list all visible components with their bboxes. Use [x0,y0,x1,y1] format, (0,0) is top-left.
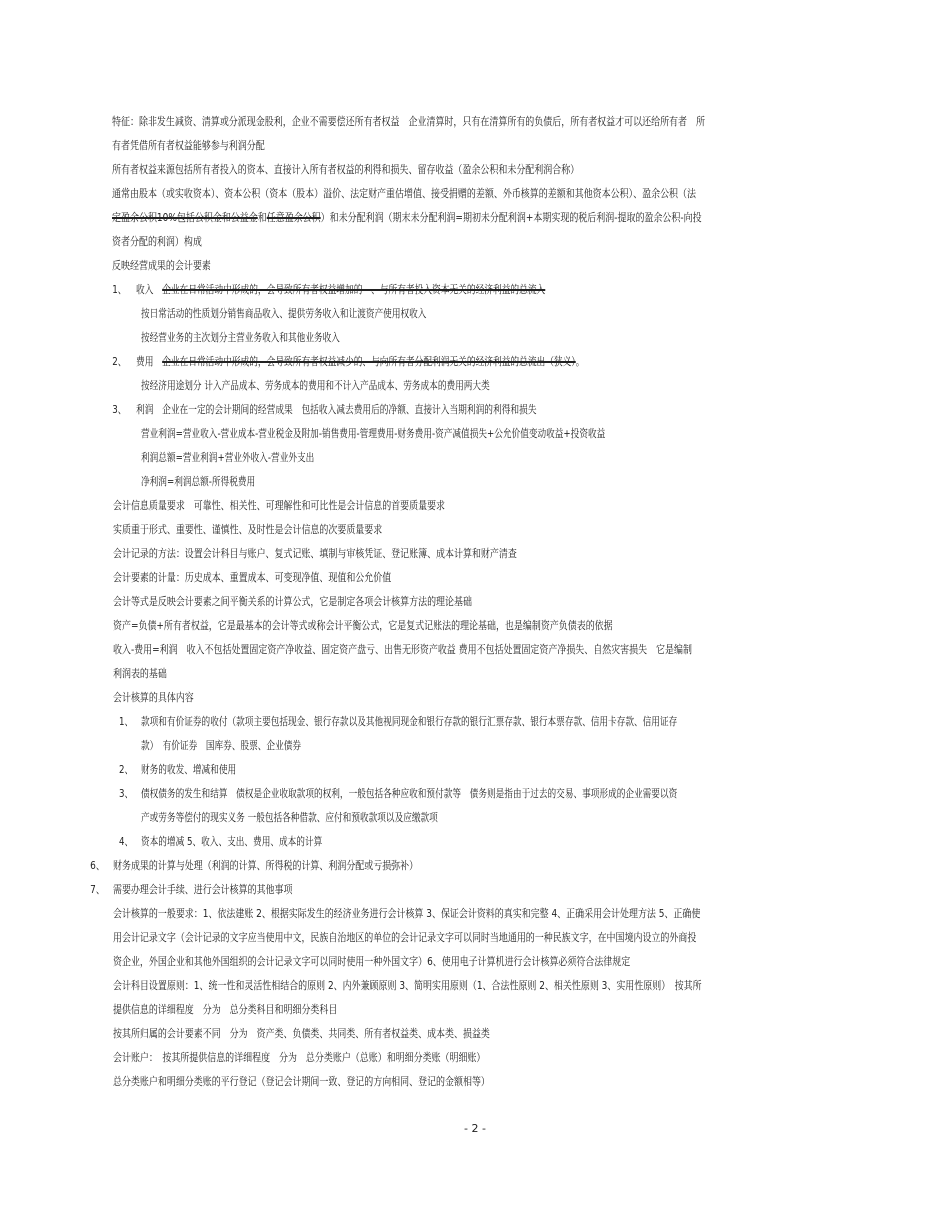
text-span: 资本的增减 5、收入、支出、费用、成本的计算 [141,835,323,848]
struck-text: 任意盈余公积 [266,211,321,224]
list-number: 4、 [118,835,134,848]
list-number: 1、 [118,715,134,728]
text-line [112,206,888,230]
text-line: 会计信息质量要求 可靠性、相关性、可理解性和可比性是会计信息的首要质量要求 [113,499,446,512]
text-line: 资者分配的利润）构成 [112,235,202,248]
text-line: 提供信息的详细程度 分为 总分类科目和明细分类科目 [113,1003,338,1016]
text-line: 反映经营成果的会计要素 [112,259,211,272]
list-number: 2、 [118,763,134,776]
text-span: 收入 [136,283,163,296]
document-body [0,110,950,1094]
text-line: 净利润=利润总额-所得税费用 [141,475,256,488]
text-line: 特征：除非发生减资、清算或分派现金股利，企业不需要偿还所有者权益 企业清算时，只有在清算所有的负债后，所有者权益才可以还给所有者 所 [112,115,705,128]
list-number: 7、 [90,883,105,896]
list-item [118,710,888,734]
text-span: 利润 企业在一定的会计期间的经营成果 包括收入减去费用后的净额、直接计入当期利润的利得和损失 [136,403,537,416]
text-line: 会计记录的方法：设置会计科目与账户、复式记账、填制与审核凭证、登记账簿、成本计算和财产清查 [113,547,517,560]
text-span: 债权债务的发生和结算 债权是企业收取款项的权利，一般包括各种应收和预付款等 债务则是指由于过去的交易、事项形成的企业需要以资 [141,787,678,800]
list-item [90,878,888,902]
text-line: 产或劳务等偿付的现实义务 一般包括各种借款、应付和预收款项以及应缴款项 [141,811,438,824]
text-line: 所有者权益来源包括所有者投入的资本、直接计入所有者权益的利得和损失、留存收益（盈余公积和未分配利润合称） [112,163,580,176]
list-item [90,854,888,878]
text-line: 按日常活动的性质划分销售商品收入、提供劳务收入和让渡资产使用权收入 [141,307,427,320]
struck-text: 企业在日常活动中形成的，会导致所有者权益增加的 、与所有者投入资本无关的经济利益的总流入 [162,283,546,296]
text-line: 有者凭借所有者权益能够参与利润分配 [112,139,265,152]
page-number: - 2 - [464,1122,486,1135]
text-line: 会计核算的具体内容 [113,691,194,704]
text-line: 会计等式是反映会计要素之间平衡关系的计算公式，它是制定各项会计核算方法的理论基础 [113,595,472,608]
text-line: 营业利润=营业收入-营业成本-营业税金及附加-销售费用-管理费用-财务费用-资产减值损失+公允价值变动收益+投资收益 [141,427,606,440]
text-span: 需要办理会计手续、进行会计核算的其他事项 [113,883,293,896]
text-line: 通常由股本（或实收资本）、资本公积（资本（股本）溢价、法定财产重估增值、接受捐赠的差额、外币核算的差额和其他资本公积）、盈余公积（法 [112,187,697,200]
text-line: 用会计记录文字（会计记录的文字应当使用中文，民族自治地区的单位的会计记录文字可以同时当地通用的一种民族文字，在中国境内设立的外商投 [113,931,697,944]
list-number: 3、 [112,403,127,416]
text-line: 资产=负债+所有者权益，它是最基本的会计等式或称会计平衡公式，它是复式记账法的理论基础，也是编制资产负债表的依据 [113,619,613,632]
list-number: 6、 [90,859,105,872]
list-number: 1、 [112,283,127,296]
struck-text: 定盈余公积10%包括公积金和公益金 [112,211,258,224]
text-span: 款项和有价证券的收付（款项主要包括现金、银行存款以及其他视同现金和银行存款的银行汇票存款、银行本票存款、信用卡存款、信用证存 [141,715,678,728]
text-line: 按经济用途划分 计入产品成本、劳务成本的费用和不计入产品成本、劳务成本的费用两大类 [141,379,490,392]
text-line: 会计科目设置原则：1、统一性和灵活性相结合的原则 2、内外兼顾原则 3、简明实用原则（1、合法性原则 2、相关性原则 3、实用性原则） 按其所 [113,979,702,992]
list-item [118,758,888,782]
list-item [112,398,888,422]
list-item [112,278,888,302]
text-span: 财务的收发、增减和使用 [141,763,237,776]
text-line: 总分类账户和明细分类账的平行登记（登记会计期间一致、登记的方向相同、登记的金额相等） [113,1075,490,1088]
text-line: 利润总额=营业利润+营业外收入-营业外支出 [141,451,315,464]
text-line: 会计要素的计量：历史成本、重置成本、可变现净值、现值和公允价值 [113,571,392,584]
text-line: 收入-费用=利润 收入不包括处置固定资产净收益、固定资产盘亏、出售无形资产收益 费用不包括处置固定资产净损失、自然灾害损失 它是编制 [113,643,692,656]
text-span: 。 [575,355,585,368]
list-item [112,350,888,374]
list-number: 3、 [118,787,134,800]
text-span: 费用 [136,355,163,368]
text-line: 会计核算的一般要求：1、依法建账 2、根据实际发生的经济业务进行会计核算 3、保证会计资料的真实和完整 4、正确采用会计处理方法 5、正确使 [113,907,701,920]
text-line: 实质重于形式、重要性、谨慎性、及时性是会计信息的次要质量要求 [113,523,383,536]
list-item [118,782,888,806]
list-number: 2、 [112,355,127,368]
list-item [118,830,888,854]
text-line: 按其所归属的会计要素不同 分为 资产类、负债类、共同类、所有者权益类、成本类、损益类 [113,1027,490,1040]
text-line: 资企业，外国企业和其他外国组织的会计记录文字可以同时使用一种外国文字）6、使用电子计算机进行会计核算必须符合法律规定 [113,955,631,968]
text-span: ）和未分配利润（期末未分配利润=期初未分配利润+本期实现的税后利润-提取的盈余公积-向投 [320,211,702,224]
text-line: 利润表的基础 [113,667,167,680]
text-line: 会计账户： 按其所提供信息的详细程度 分为 总分类账户（总账）和明细分类账（明细账） [113,1051,486,1064]
text-line: 款） 有价证券 国库券、股票、企业债券 [141,739,302,752]
text-span: 和 [257,211,267,224]
text-line: 按经营业务的主次划分主营业务收入和其他业务收入 [141,331,340,344]
text-span: 财务成果的计算与处理（利润的计算、所得税的计算、利润分配或亏损弥补） [113,859,419,872]
struck-text: 企业在日常活动中形成的，会导致所有者权益减少的、与向所有者分配利润无关的经济利益的总流出（狭义） [162,355,576,368]
